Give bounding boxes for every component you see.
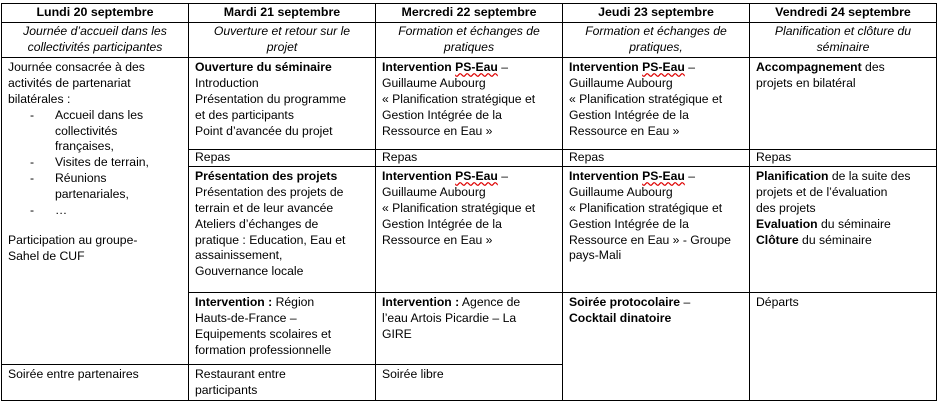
cell-vendredi-morning: Accompagnement des projets en bilatéral bbox=[750, 58, 937, 150]
subtitle-jeudi: Formation et échanges de pratiques, bbox=[563, 22, 750, 58]
cell-mardi-morning: Ouverture du séminaire Introduction Présentation du programme et des participants Point d’avancée du projet bbox=[189, 58, 376, 150]
header-jeudi: Jeudi 23 septembre bbox=[563, 4, 750, 23]
header-mardi: Mardi 21 septembre bbox=[189, 4, 376, 23]
cell-lundi-activities: Journée consacrée à des activités de partenariat bilatérales : - Accueil dans les collectivités françaises, - Visites de terrain, - Réunions partenariales, - … Participation au groupe- Sahel de CUF bbox=[2, 58, 189, 365]
cell-mercredi-morning: Intervention PS-Eau – Guillaume Aubourg « Planification stratégique et Gestion Intégrée de la Ressource en Eau » bbox=[376, 58, 563, 150]
schedule-table bbox=[1, 3, 937, 401]
header-mercredi: Mercredi 22 septembre bbox=[376, 4, 563, 23]
list-item: - Visites de terrain, bbox=[8, 155, 183, 171]
subtitle-mardi: Ouverture et retour sur le projet bbox=[189, 22, 376, 58]
cell-vendredi-repas: Repas bbox=[750, 150, 937, 167]
cell-vendredi-departs: Départs bbox=[750, 293, 937, 401]
cell-jeudi-afternoon: Intervention PS-Eau – Guillaume Aubourg « Planification stratégique et Gestion Intégrée de la Ressource en Eau » - Groupe pays-Mali bbox=[563, 167, 750, 293]
lundi-bullet-list bbox=[8, 108, 183, 219]
subtitle-row bbox=[2, 22, 937, 58]
cell-lundi-soiree: Soirée entre partenaires bbox=[2, 365, 189, 401]
cell-vendredi-afternoon: Planification de la suite des projets et de l’évaluation des projets Evaluation du séminaire Clôture du séminaire bbox=[750, 167, 937, 293]
cell-mardi-intervention: Intervention : Région Hauts-de-France – Equipements scolaires et formation professionnelle bbox=[189, 293, 376, 365]
cell-mercredi-afternoon: Intervention PS-Eau – Guillaume Aubourg « Planification stratégique et Gestion Intégrée de la Ressource en Eau » bbox=[376, 167, 563, 293]
header-row bbox=[2, 4, 937, 23]
cell-jeudi-repas: Repas bbox=[563, 150, 750, 167]
cell-jeudi-soiree: Soirée protocolaire – Cocktail dinatoire bbox=[563, 293, 750, 401]
header-vendredi: Vendredi 24 septembre bbox=[750, 4, 937, 23]
header-lundi: Lundi 20 septembre bbox=[2, 4, 189, 23]
cell-mardi-afternoon: Présentation des projets Présentation des projets de terrain et de leur avancée Ateliers d’échanges de pratique : Education, Eau et assainissement, Gouvernance locale bbox=[189, 167, 376, 293]
list-item: - Accueil dans les collectivités françaises, bbox=[8, 108, 183, 155]
cell-mercredi-soiree: Soirée libre bbox=[376, 365, 563, 401]
cell-mardi-soiree: Restaurant entre participants bbox=[189, 365, 376, 401]
cell-jeudi-morning: Intervention PS-Eau – Guillaume Aubourg « Planification stratégique et Gestion Intégrée de la Ressource en Eau » bbox=[563, 58, 750, 150]
cell-mercredi-intervention: Intervention : Agence de l’eau Artois Picardie – La GIRE bbox=[376, 293, 563, 365]
cell-mardi-repas: Repas bbox=[189, 150, 376, 167]
cell-mercredi-repas: Repas bbox=[376, 150, 563, 167]
subtitle-mercredi: Formation et échanges de pratiques bbox=[376, 22, 563, 58]
subtitle-lundi: Journée d’accueil dans les collectivités participantes bbox=[2, 22, 189, 58]
list-item: - … bbox=[8, 203, 183, 219]
subtitle-vendredi: Planification et clôture du séminaire bbox=[750, 22, 937, 58]
list-item: - Réunions partenariales, bbox=[8, 171, 183, 203]
